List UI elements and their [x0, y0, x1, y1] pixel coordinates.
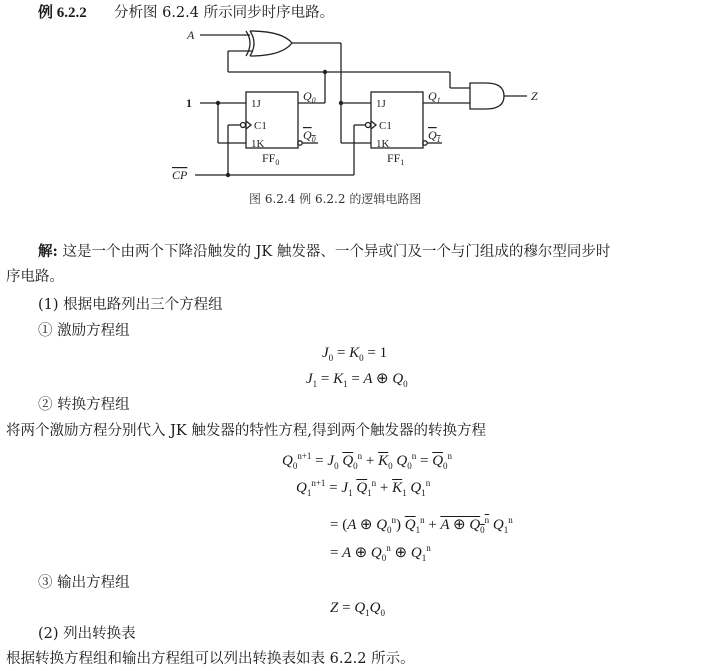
transition-equation-q0: $Q_0^{n+1} = J_0$ $\overline{Q}_0^n + \overline{K}_0$ $Q_0^n = \overline{Q}_0^n$	[282, 451, 453, 471]
example-text: 分析图 6.2.4 所示同步时序电路。	[113, 5, 335, 21]
transition-equation-q1-simplified: = A ⊕ $Q_0^n$ ⊕ $Q_1^n$	[330, 543, 431, 563]
ff1-pin-k: 1K	[376, 138, 390, 150]
excitation-equations-heading: ① 激励方程组	[38, 323, 130, 339]
ff0-pin-j: 1J	[251, 98, 261, 110]
ff1-pin-j: 1J	[376, 98, 386, 110]
step-2-text: 根据转换方程组和输出方程组可以列出转换表如表 6.2.2 所示。	[6, 651, 415, 667]
solution-intro-text: 这是一个由两个下降沿触发的 JK 触发器、一个异或门及一个与门组成的穆尔型同步时	[62, 244, 611, 260]
solution-intro-line2: 序电路。	[6, 269, 64, 285]
transition-equations-heading: ② 转换方程组	[38, 397, 130, 413]
input-one-label: 1	[186, 96, 192, 110]
logic-circuit-diagram	[150, 20, 570, 185]
excitation-equation-0: $J_0 = K_0 = 1$	[322, 345, 388, 363]
transition-equation-q1-expanded: = (A ⊕ $Q_0^n$) $\overline{Q}_1^n + A$ ⊕ $Q_0^n$ $Q_1^n$	[330, 515, 513, 535]
step-2-heading: (2) 列出转换表	[38, 626, 136, 642]
excitation-equation-1: $J_1 = K_1 = A$ ⊕ $Q_0$	[306, 371, 408, 389]
ff0-q-label: $Q_0$	[303, 89, 316, 105]
ff0-name: $FF_0$	[262, 151, 280, 167]
ff0-pin-k: 1K	[251, 138, 265, 150]
input-a-label: A	[187, 28, 195, 42]
ff1-qbar-label: $Q_1$	[428, 128, 441, 144]
ff1-pin-c: C1	[379, 120, 392, 132]
figure-caption: 图 6.2.4 例 6.2.2 的逻辑电路图	[249, 192, 422, 206]
example-label: 例 6.2.2	[38, 5, 87, 21]
ff0-qbar-label: $Q_0$	[303, 128, 316, 144]
transition-equations-intro: 将两个激励方程分别代入 JK 触发器的特性方程,得到两个触发器的转换方程	[6, 423, 486, 439]
ff1-q-label: $Q_1$	[428, 89, 441, 105]
ff1-name: $FF_1$	[387, 151, 405, 167]
ff0-pin-c: C1	[254, 120, 267, 132]
step-1-heading: (1) 根据电路列出三个方程组	[38, 297, 223, 313]
clock-label: CP	[172, 168, 188, 182]
output-equation: $Z = Q_1Q_0$	[330, 600, 385, 618]
output-z-label: Z	[531, 89, 538, 103]
output-equations-heading: ③ 输出方程组	[38, 575, 130, 591]
transition-equation-q1: $Q_1^{n+1} = J_1$ $\overline{Q}_1^n + \overline{K}_1$ $Q_1^n$	[296, 478, 431, 498]
solution-intro-line1	[38, 243, 610, 261]
solution-label: 解:	[38, 243, 58, 260]
